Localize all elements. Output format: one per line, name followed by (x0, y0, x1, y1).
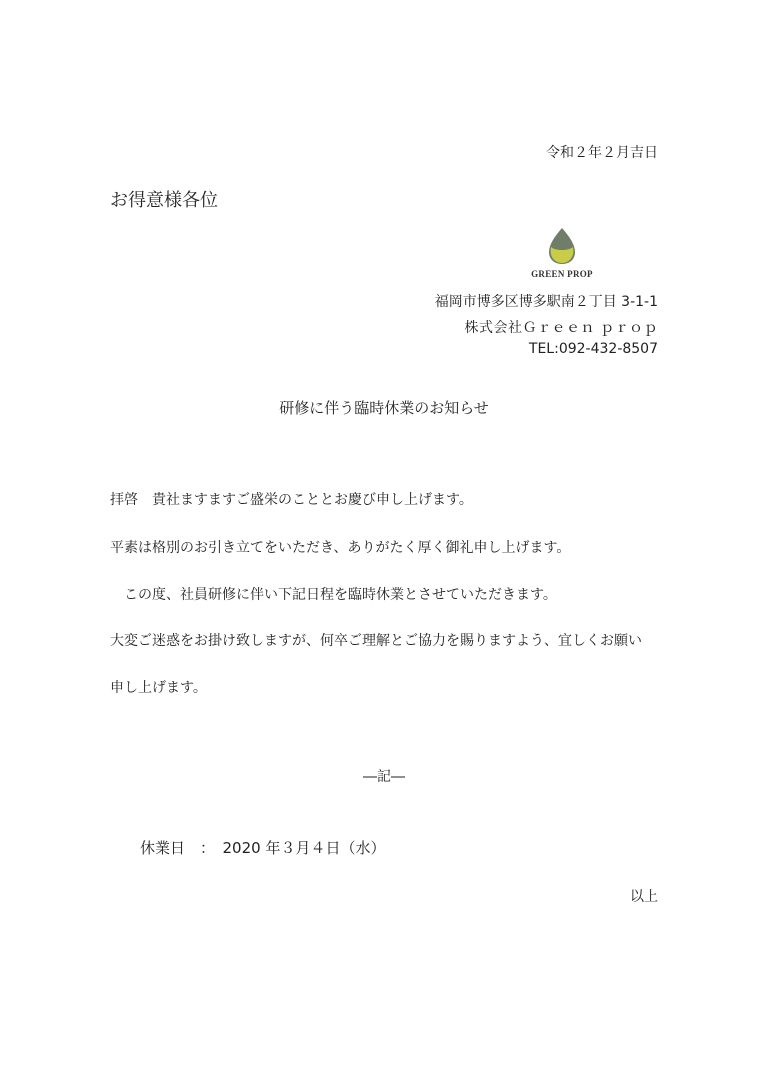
ki-heading: ―記― (363, 769, 405, 785)
sender-address: 福岡市博多区博多駅南２丁目 3-1-1 (434, 294, 658, 310)
letter-date: 令和２年２月吉日 (546, 145, 658, 161)
recipient: お得意様各位 (110, 190, 218, 211)
holiday-line: 休業日 ： 2020 年３月４日（水） (140, 839, 386, 857)
company-logo (520, 227, 604, 283)
paragraph: 平素は格別のお引き立てをいただき、ありがたく厚く御礼申し上げます。 (110, 540, 571, 556)
leaf-icon (548, 227, 576, 265)
paragraph: 拝啓 貴社ますますご盛栄のこととお慶び申し上げます。 (110, 492, 473, 508)
sender-company: 株式会社Ｇｒｅｅｎ ｐｒｏｐ (464, 320, 658, 336)
paragraph: 大変ご迷惑をお掛け致しますが、何卒ご理解とご協力を賜りますよう、宜しくお願い (110, 633, 642, 649)
logo-text: GREEN PROP (531, 269, 593, 279)
paragraph: この度、社員研修に伴い下記日程を臨時休業とさせていただきます。 (124, 587, 557, 603)
notice-title: 研修に伴う臨時休業のお知らせ (279, 399, 489, 417)
paragraph: 申し上げます。 (110, 680, 207, 696)
closing-remark: 以上 (630, 889, 658, 905)
sender-tel: TEL:092-432-8507 (528, 341, 658, 357)
